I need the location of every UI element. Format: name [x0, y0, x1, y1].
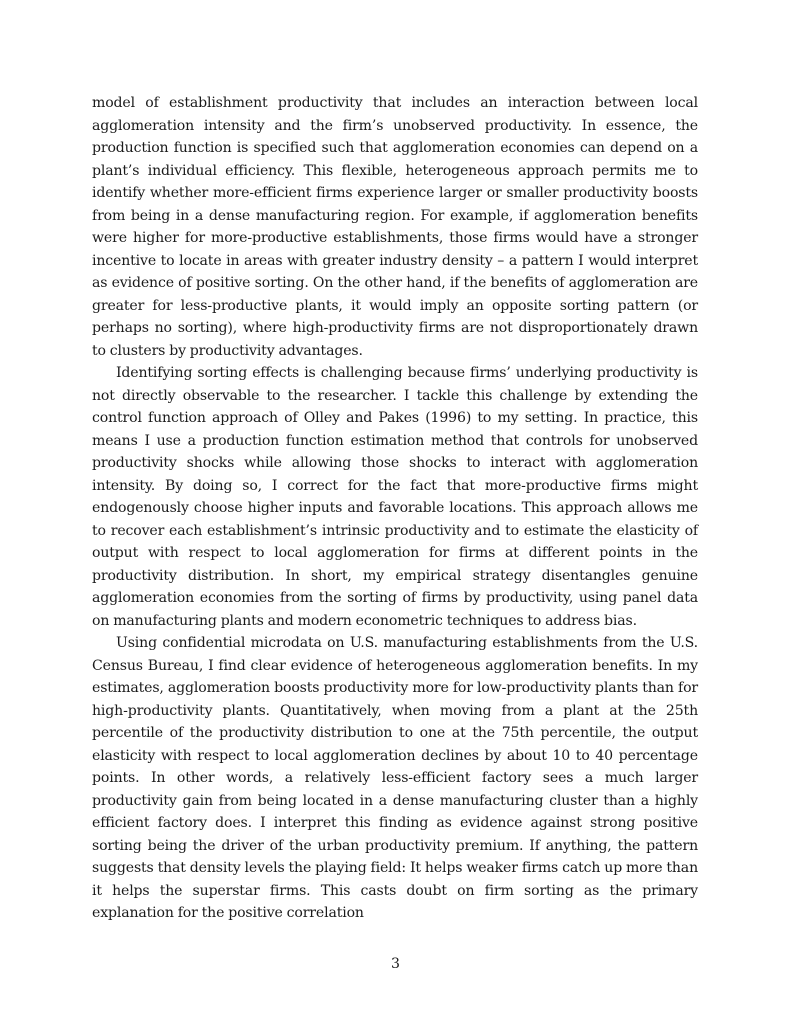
- paragraph-3: Using confidential microdata on U.S. manufacturing establishments from the U.S. Census Bureau, I find clear evidence of heterogeneous agglomeration benefits. In my estimates, agglomeration boosts productivity more for low-productivity plants than for high-productivity plants. Quantitatively, when moving from a plant at the 25th percentile of the productivity distribution to one at the 75th percentile, the output elasticity with respect to local agglomeration declines by about 10 to 40 percentage points. In other words, a relatively less-efficient factory sees a much larger productivity gain from being located in a dense manufacturing cluster than a highly efficient factory does. I interpret this finding as evidence against strong positive sorting being the driver of the urban productivity premium. If anything, the pattern suggests that density levels the playing field: It helps weaker firms catch up more than it helps the superstar firms. This casts doubt on firm sorting as the primary explanation for the positive correlation: [92, 635, 698, 921]
- page-number: 3: [391, 956, 400, 972]
- paragraph-1: model of establishment productivity that includes an interaction between local agglomeration intensity and the firm’s unobserved productivity. In essence, the production function is specified such that agglomeration economies can depend on a plant’s individual efficiency. This flexible, heterogeneous approach permits me to identify whether more-efficient firms experience larger or smaller productivity boosts from being in a dense manufacturing region. For example, if agglomeration benefits were higher for more-productive establishments, those firms would have a stronger incentive to locate in areas with greater industry density – a pattern I would interpret as evidence of positive sorting. On the other hand, if the benefits of agglomeration are greater for less-productive plants, it would imply an opposite sorting pattern (or perhaps no sorting), where high-productivity firms are not disproportionately drawn to clusters by productivity advantages.: [92, 95, 698, 359]
- paragraph-2: Identifying sorting effects is challenging because firms’ underlying productivity is not directly observable to the researcher. I tackle this challenge by extending the control function approach of Olley and Pakes (1996) to my setting. In practice, this means I use a production function estimation method that controls for unobserved productivity shocks while allowing those shocks to interact with agglomeration intensity. By doing so, I correct for the fact that more-productive firms might endogenously choose higher inputs and favorable locations. This approach allows me to recover each establishment’s intrinsic productivity and to estimate the elasticity of output with respect to local agglomeration for firms at different points in the productivity distribution. In short, my empirical strategy disentangles genuine agglomeration economies from the sorting of firms by productivity, using panel data on manufacturing plants and modern econometric techniques to address bias.: [92, 365, 698, 629]
- page-body: [92, 92, 698, 925]
